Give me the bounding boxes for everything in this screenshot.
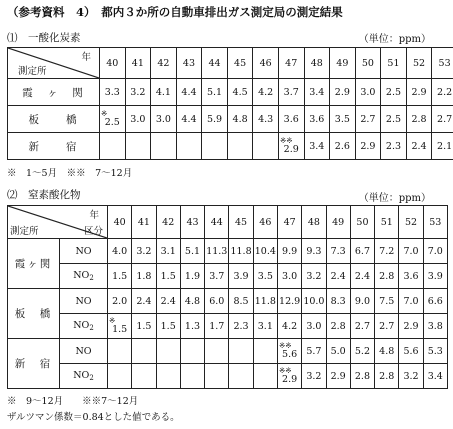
data-cell: [108, 339, 132, 364]
document-title: （参考資料 4） 都内３か所の自動車排出ガス測定局の測定結果: [7, 5, 343, 19]
data-cell: 2.3: [381, 133, 407, 160]
data-cell: 1.5: [132, 314, 156, 339]
data-cell: 2.7: [375, 314, 399, 339]
year-header: 46: [253, 48, 279, 79]
data-cell: 6.0: [205, 289, 229, 314]
table-row: [8, 239, 448, 264]
pollutant-name: NO: [75, 295, 92, 307]
data-cell: [205, 364, 229, 389]
data-cell: 2.8: [326, 314, 350, 339]
data-cell: [100, 106, 126, 133]
year-header: 51: [381, 48, 407, 79]
year-header: 40: [100, 48, 126, 79]
data-cell: [253, 133, 279, 160]
year-header: 49: [326, 206, 350, 239]
data-cell: 5.3: [423, 339, 447, 364]
pollutant-name: NO: [75, 245, 92, 257]
station-name: 板 橋: [8, 289, 60, 339]
footnote-mark: ※: [109, 316, 116, 325]
data-cell: [180, 339, 204, 364]
table-row: [8, 264, 448, 289]
data-cell: 10.0: [302, 289, 326, 314]
data-cell: 2.6: [330, 133, 356, 160]
pollutant-label: [60, 239, 108, 264]
station-name: 新 宿: [8, 133, 100, 160]
footnote-mark: ※※: [278, 366, 292, 375]
data-cell: 2.5: [381, 79, 407, 106]
data-cell: 3.1: [156, 239, 180, 264]
data-cell: 4.8: [375, 339, 399, 364]
year-header: 48: [302, 206, 326, 239]
table-row: [8, 339, 448, 364]
data-cell: [125, 133, 151, 160]
data-cell: [100, 133, 126, 160]
nox-year-label: 年: [89, 210, 99, 221]
pollutant-name: NO: [73, 320, 90, 331]
table-row: [8, 364, 448, 389]
data-cell: 3.7: [278, 79, 304, 106]
data-cell: [156, 364, 180, 389]
data-cell: 2.7: [432, 106, 453, 133]
data-cell: 1.8: [132, 264, 156, 289]
data-cell: 7.2: [375, 239, 399, 264]
data-cell: [277, 339, 301, 364]
data-cell: 11.8: [229, 239, 253, 264]
pollutant-label: [60, 339, 108, 364]
data-cell: 11.3: [205, 239, 229, 264]
data-cell: 2.0: [108, 289, 132, 314]
year-header: 46: [253, 206, 277, 239]
data-cell: 5.7: [302, 339, 326, 364]
data-cell: 5.1: [202, 79, 228, 106]
data-cell: 2.8: [375, 364, 399, 389]
data-cell: 4.8: [180, 289, 204, 314]
pollutant-label: [60, 364, 108, 389]
data-cell: 11.8: [253, 289, 277, 314]
data-cell: 2.4: [326, 264, 350, 289]
data-cell: [132, 339, 156, 364]
data-cell: 9.0: [350, 289, 374, 314]
co-station-label: 測定所: [18, 66, 47, 77]
data-cell: 2.4: [406, 133, 432, 160]
table-row: [8, 79, 453, 106]
pollutant-name: NO: [73, 270, 90, 281]
data-cell: 3.0: [125, 106, 151, 133]
year-header: 50: [355, 48, 381, 79]
data-cell: 2.4: [156, 289, 180, 314]
year-header: 43: [176, 48, 202, 79]
data-cell: 2.4: [132, 289, 156, 314]
data-cell: [227, 133, 253, 160]
nox-unit: （単位：ppm）: [358, 193, 431, 204]
data-cell: 3.6: [304, 106, 330, 133]
footnote-mark: ※※: [278, 341, 292, 350]
data-cell: 6.6: [423, 289, 447, 314]
data-cell: 4.5: [227, 79, 253, 106]
data-cell: 1.9: [180, 264, 204, 289]
data-cell: [253, 364, 277, 389]
data-cell: 7.3: [326, 239, 350, 264]
data-cell: 2.8: [375, 264, 399, 289]
cell-value: 2.9: [282, 374, 298, 385]
data-cell: 4.2: [253, 79, 279, 106]
data-cell: [132, 364, 156, 389]
station-name: 板 橋: [8, 106, 100, 133]
data-cell: 5.0: [326, 339, 350, 364]
data-cell: 4.3: [253, 106, 279, 133]
data-cell: 5.2: [350, 339, 374, 364]
data-cell: 3.5: [253, 264, 277, 289]
station-name: 新 宿: [8, 339, 60, 389]
pollutant-label: [60, 264, 108, 289]
nox-station-label: 測定所: [10, 226, 39, 237]
data-cell: 2.3: [229, 314, 253, 339]
data-cell: 3.0: [151, 106, 177, 133]
co-note: ※ 1～5月 ※※ 7～12月: [7, 168, 133, 179]
data-cell: 1.7: [205, 314, 229, 339]
data-cell: 4.8: [227, 106, 253, 133]
pollutant-label: [60, 314, 108, 339]
data-cell: 5.9: [202, 106, 228, 133]
pollutant-label: [60, 289, 108, 314]
data-cell: 3.2: [125, 79, 151, 106]
data-cell: [278, 133, 304, 160]
data-cell: 3.2: [302, 364, 326, 389]
data-cell: 7.0: [399, 239, 423, 264]
pollutant-name: NO: [73, 370, 90, 381]
table-row: [8, 106, 453, 133]
cell-value: 1.5: [112, 324, 128, 335]
data-cell: 3.8: [423, 314, 447, 339]
data-cell: 3.9: [229, 264, 253, 289]
data-cell: 8.5: [229, 289, 253, 314]
data-cell: 3.3: [100, 79, 126, 106]
data-cell: [176, 133, 202, 160]
data-cell: 10.4: [253, 239, 277, 264]
data-cell: 2.5: [381, 106, 407, 133]
data-cell: 6.7: [350, 239, 374, 264]
data-cell: 3.4: [304, 133, 330, 160]
year-header: 52: [399, 206, 423, 239]
table-row: [8, 133, 453, 160]
table-row: [8, 314, 448, 339]
nox-kubun-label: 区分: [83, 226, 103, 237]
data-cell: 8.3: [326, 289, 350, 314]
data-cell: 5.1: [180, 239, 204, 264]
data-cell: 3.4: [304, 79, 330, 106]
data-cell: 2.9: [355, 133, 381, 160]
year-header: 53: [423, 206, 447, 239]
data-cell: 7.5: [375, 289, 399, 314]
data-cell: 3.1: [253, 314, 277, 339]
data-cell: [108, 314, 132, 339]
data-cell: 1.5: [156, 264, 180, 289]
data-cell: 3.9: [423, 264, 447, 289]
data-cell: 3.0: [355, 79, 381, 106]
data-cell: [205, 339, 229, 364]
data-cell: 3.2: [132, 239, 156, 264]
table-row: [8, 289, 448, 314]
cell-value: 2.5: [104, 117, 120, 128]
year-header: 41: [125, 48, 151, 79]
footnote-mark: ※: [101, 109, 108, 118]
station-name: 霞ヶ関: [8, 239, 60, 289]
year-header: 47: [278, 48, 304, 79]
data-cell: [253, 339, 277, 364]
data-cell: 2.1: [432, 133, 453, 160]
year-header: 47: [277, 206, 301, 239]
data-cell: 2.9: [406, 79, 432, 106]
nox-corner-header: [8, 206, 108, 239]
year-header: 45: [227, 48, 253, 79]
year-header: 51: [375, 206, 399, 239]
data-cell: 7.0: [423, 239, 447, 264]
data-cell: 2.8: [350, 364, 374, 389]
year-header: 42: [156, 206, 180, 239]
year-header: 42: [151, 48, 177, 79]
data-cell: 4.0: [108, 239, 132, 264]
data-cell: 2.2: [432, 79, 453, 106]
co-unit: （単位：ppm）: [358, 34, 431, 45]
data-cell: 3.2: [399, 364, 423, 389]
data-cell: 2.9: [330, 79, 356, 106]
data-cell: 2.9: [399, 314, 423, 339]
data-cell: 4.1: [151, 79, 177, 106]
data-cell: 3.5: [330, 106, 356, 133]
data-cell: 1.5: [108, 264, 132, 289]
year-header: 52: [406, 48, 432, 79]
data-cell: [229, 364, 253, 389]
data-cell: 4.4: [176, 79, 202, 106]
data-cell: [202, 133, 228, 160]
data-cell: 1.3: [180, 314, 204, 339]
data-cell: 2.4: [350, 264, 374, 289]
data-cell: [151, 133, 177, 160]
year-header: 48: [304, 48, 330, 79]
year-header: 41: [132, 206, 156, 239]
year-header: 43: [180, 206, 204, 239]
data-cell: 2.9: [326, 364, 350, 389]
data-cell: [277, 364, 301, 389]
nox-note-1: ※ 9～12月 ※※7～12月: [7, 396, 139, 407]
cell-value: 5.6: [282, 349, 298, 360]
year-header: 44: [205, 206, 229, 239]
data-cell: 4.4: [176, 106, 202, 133]
data-cell: [108, 364, 132, 389]
data-cell: 3.2: [302, 264, 326, 289]
data-cell: 4.2: [277, 314, 301, 339]
pollutant-subscript: 2: [89, 274, 94, 282]
data-cell: [229, 339, 253, 364]
data-cell: 3.6: [278, 106, 304, 133]
year-header: 49: [330, 48, 356, 79]
year-header: 44: [202, 48, 228, 79]
co-section-title: ⑴ 一酸化炭素: [7, 32, 81, 44]
nox-section-title: ⑵ 窒素酸化物: [7, 189, 81, 201]
year-header: 53: [432, 48, 453, 79]
co-corner-header: [8, 48, 100, 79]
data-cell: [180, 364, 204, 389]
data-cell: 7.0: [399, 289, 423, 314]
cell-value: 2.9: [283, 144, 299, 155]
footnote-mark: ※※: [279, 136, 293, 145]
data-cell: 5.6: [399, 339, 423, 364]
pollutant-name: NO: [75, 345, 92, 357]
year-header: 50: [350, 206, 374, 239]
data-cell: 3.4: [423, 364, 447, 389]
data-cell: 2.8: [406, 106, 432, 133]
data-cell: 3.0: [277, 264, 301, 289]
pollutant-subscript: 2: [89, 324, 94, 332]
data-cell: 1.5: [156, 314, 180, 339]
data-cell: 2.7: [350, 314, 374, 339]
data-cell: [156, 339, 180, 364]
pollutant-subscript: 2: [89, 374, 94, 382]
data-cell: 3.0: [302, 314, 326, 339]
data-cell: 3.7: [205, 264, 229, 289]
year-header: 40: [108, 206, 132, 239]
nox-note-2: ザルツマン係数＝0.84とした値である。: [7, 412, 180, 423]
co-year-label: 年: [81, 52, 91, 63]
data-cell: 2.7: [355, 106, 381, 133]
data-cell: 9.9: [277, 239, 301, 264]
data-cell: 9.3: [302, 239, 326, 264]
year-header: 45: [229, 206, 253, 239]
co-table: [7, 47, 453, 160]
data-cell: 3.6: [399, 264, 423, 289]
data-cell: 12.9: [277, 289, 301, 314]
nox-table: [7, 205, 448, 389]
station-name: 霞 ヶ 関: [8, 79, 100, 106]
